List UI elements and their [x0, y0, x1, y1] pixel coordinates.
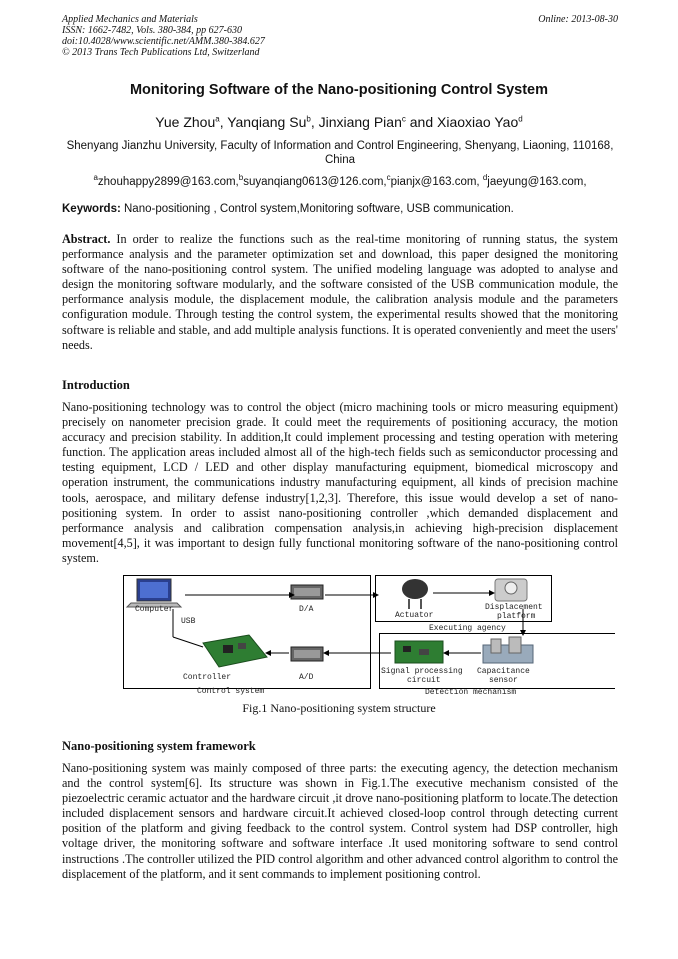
online-date: Online: 2013-08-30 [538, 14, 618, 25]
email-superscript: d [482, 173, 488, 183]
abstract [62, 232, 618, 353]
label-sensor: sensor [489, 676, 518, 685]
framework-text: Nano-positioning system was mainly composed of three parts: the executing agency, the detection mechanism and the control system[6]. Its structure was shown in Fig.1.The executive mechanism consisted of the piezoelectric ceramic actuator and the hardware circuit ,it drove nano-positioning platform to locate.The detection included displacement sensors and hardware circuit.It achieved closed-loop control through detecting current position of the platform and giving feedback to the control system. Control system had DSP controller, high voltage driver, the monitoring software and software interface .It used monitoring software to send control instructions .The controller utilized the PID control algorithm and other advanced control algorithm to control the displacement of the platform, and it sent commands to implement positioning control. [62, 761, 618, 881]
author-list [0, 114, 678, 130]
author-name: Yue Zhou [155, 114, 216, 130]
actuator-icon [402, 579, 428, 609]
section-heading-introduction: Introduction [62, 378, 130, 392]
running-header [62, 14, 618, 58]
label-capacitance: Capacitance [477, 667, 530, 676]
abstract-text: In order to realize the functions such as the real-time monitoring of running status, the system performance analysis and the parameter optimization set and download, this paper designed the monitoring software of the nano-positioning control system. The unified modeling language was adopted to analyse and design the monitoring software modularly, and the software consisted of the USB communication module, the performance analysis module, the displacement module, the calibration analysis module and the parameters configuration module. Through testing the control system, the experimental results showed that the monitoring software is reliable and stable, and add multiple analysis functions. It is operated conveniently and meet the users' needs. [62, 232, 618, 352]
email-address[interactable]: pianjx@163.com, [390, 176, 483, 188]
author-separator: and [405, 114, 438, 130]
displacement-platform-icon [495, 579, 527, 601]
capacitance-sensor-icon [483, 637, 533, 663]
journal-name: Applied Mechanics and Materials [62, 14, 198, 25]
controller-board-icon [203, 635, 267, 667]
doi: doi:10.4028/www.scientific.net/AMM.380-384.627 [62, 36, 265, 47]
email-list [62, 173, 618, 188]
label-control-system: Control system [197, 687, 265, 696]
label-platform: platform [497, 612, 536, 621]
paper-title: Monitoring Software of the Nano-positioning Control System [129, 82, 549, 98]
keywords-text: Nano-positioning , Control system,Monitoring software, USB communication. [120, 203, 514, 215]
author-name: Jinxiang Pian [318, 114, 402, 130]
author-superscript: a [215, 114, 220, 124]
figure-caption: Fig.1 Nano-positioning system structure [242, 701, 436, 715]
email-address[interactable]: zhouhappy2899@163.com, [97, 176, 239, 188]
label-circuit: circuit [407, 676, 441, 685]
computer-icon [127, 579, 181, 607]
author-name: Yanqiang Su [227, 114, 307, 130]
author-superscript: b [306, 114, 311, 124]
section-heading-framework: Nano-positioning system framework [62, 739, 256, 753]
keywords [62, 203, 618, 215]
signal-circuit-icon [395, 641, 443, 663]
email-superscript: b [238, 173, 244, 183]
da-converter-icon [291, 585, 323, 599]
author-superscript: d [518, 114, 523, 124]
issn: ISSN: 1662-7482, Vols. 380-384, pp 627-630 [62, 25, 242, 36]
label-controller: Controller [183, 673, 232, 682]
email-superscript: c [386, 173, 391, 183]
author-separator: , [219, 114, 228, 130]
label-actuator: Actuator [395, 611, 434, 620]
label-detection-mechanism: Detection mechanism [425, 688, 517, 696]
email-address[interactable]: suyanqiang0613@126.com, [243, 176, 387, 188]
abstract-label: Abstract. [62, 232, 111, 246]
label-da: D/A [299, 605, 314, 614]
label-usb: USB [181, 617, 196, 626]
ad-converter-icon [291, 647, 323, 661]
keywords-label: Keywords: [62, 203, 121, 215]
copyright: © 2013 Trans Tech Publications Ltd, Switzerland [62, 47, 260, 58]
introduction-text: Nano-positioning technology was to control the object (micro machining tools or micro measuring equipment) precisely on nanometer precision grade. It could meet the requirements of positioning accuracy, the motion accuracy and precision stability. In addition,It could implement processing and testing operation with metering function. The application areas included almost all of the high-tech fields such as semiconductor processing and testing equipment, LCD / LED and other display manufacturing equipment, biomedical microscopy and operation instrument, the communications industry manufacturing equipment, all kinds of precision machine tools, aerospace, and military defense industry[1,2,3]. Therefore, this issue would develop a set of nano-positioning system. In order to assist nano-positioning controller ,which demanded displacement and performance analysis and calibration compensation analysis,in achieving high-precision displacement movement[4,5], it was important to design fully functional monitoring software of the nano-positioning control system. [62, 400, 618, 565]
system-structure-figure [123, 575, 615, 696]
label-computer: Computer [135, 605, 174, 614]
label-displacement: Displacement [485, 603, 543, 612]
author-superscript: c [401, 114, 406, 124]
affiliation: Shenyang Jianzhu University, Faculty of Information and Control Engineering, Shenyang, Liaoning, 110168, China [66, 140, 614, 166]
label-ad: A/D [299, 673, 314, 682]
email-address[interactable]: jaeyung@163.com, [487, 176, 587, 188]
label-signal-processing: Signal processing [381, 667, 463, 676]
label-executing-agency: Executing agency [429, 624, 506, 633]
author-name: Xiaoxiao Yao [437, 114, 519, 130]
author-separator: , [310, 114, 319, 130]
email-superscript: a [93, 173, 98, 183]
